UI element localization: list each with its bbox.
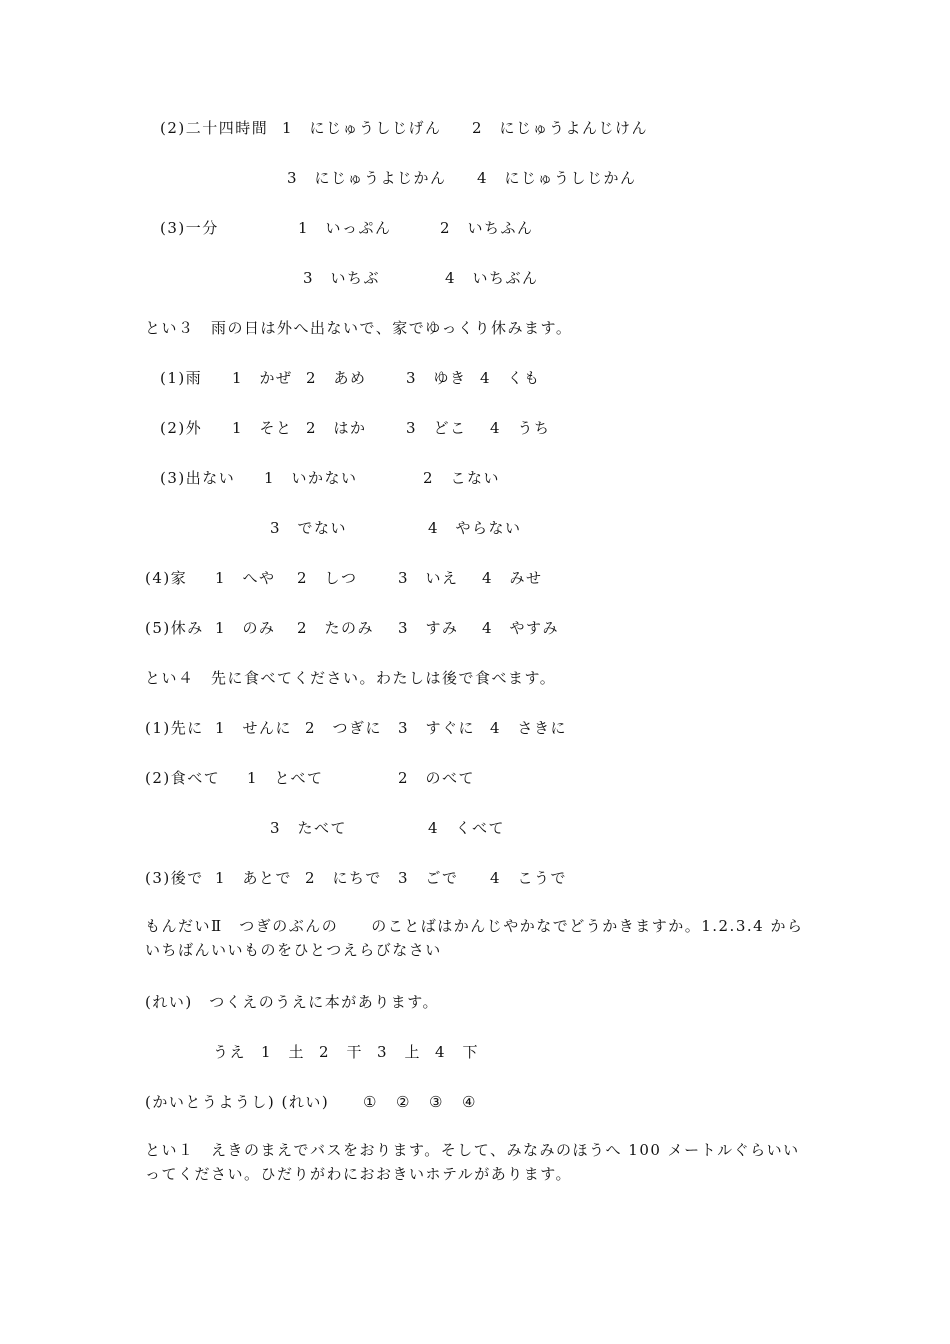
- question-label: (1)雨: [160, 369, 203, 387]
- choice-1: 1 にじゅうしじげん: [282, 119, 442, 137]
- choice-4: 4 やらない: [428, 519, 522, 537]
- choice-3: 3 どこ: [406, 419, 467, 437]
- choice-3: 3 ゆき: [406, 369, 467, 387]
- choice-1: 1 いかない: [264, 469, 358, 487]
- example-text: (れい) つくえのうえに本があります。: [145, 993, 440, 1011]
- choice-1: 1 かぜ: [232, 369, 293, 387]
- choice-4: 4 くも: [480, 369, 541, 387]
- heading-text: とい１ えきのまえでバスをおります。そして、みなみのほうへ 100 メートルぐらいいってください。ひだりがわにおおきいホテルがあります。: [145, 1141, 800, 1183]
- choice-2: 2 干: [319, 1043, 364, 1061]
- choice-2: 2 つぎに: [305, 719, 383, 737]
- question-label: (4)家: [145, 569, 188, 587]
- heading-text: とい４ 先に食べてください。わたしは後で食べます。: [145, 669, 557, 687]
- choice-2: 2 しつ: [297, 569, 358, 587]
- answer-bubble-4: ④: [462, 1093, 477, 1111]
- question-label: (2)二十四時間: [160, 119, 269, 137]
- choice-4: 4 みせ: [482, 569, 543, 587]
- question-label: (1)先に: [145, 719, 204, 737]
- choice-4: 4 うち: [490, 419, 551, 437]
- answer-bubble-1: ①: [363, 1093, 378, 1111]
- choice-3: 3 いちぶ: [303, 269, 381, 287]
- answer-bubble-3: ③: [429, 1093, 444, 1111]
- choice-3: 3 にじゅうよじかん: [287, 169, 447, 187]
- choice-2: 2 のべて: [398, 769, 476, 787]
- choice-4: 4 こうで: [490, 869, 568, 887]
- choice-2: 2 たのみ: [297, 619, 375, 637]
- choice-2: 2 あめ: [306, 369, 367, 387]
- choice-4: 4 くべて: [428, 819, 506, 837]
- question-heading: [145, 1138, 810, 1184]
- choice-3: 3 いえ: [398, 569, 459, 587]
- choice-2: 2 いちふん: [440, 219, 534, 237]
- choice-1: 1 とべて: [247, 769, 324, 787]
- choice-1: 1 土: [261, 1043, 306, 1061]
- question-label: (2)食べて: [145, 769, 221, 787]
- choice-4: 4 やすみ: [482, 619, 560, 637]
- choice-4: 4 さきに: [490, 719, 568, 737]
- choice-1: 1 あとで: [215, 869, 293, 887]
- choice-1: 1 のみ: [215, 619, 276, 637]
- question-label: (5)休み: [145, 619, 204, 637]
- choice-3: 3 でない: [270, 519, 348, 537]
- choice-3: 3 たべて: [270, 819, 348, 837]
- choice-3: 3 ごで: [398, 869, 459, 887]
- heading-text: とい３ 雨の日は外へ出ないで、家でゆっくり休みます。: [145, 319, 573, 337]
- choice-4: 4 いちぶん: [445, 269, 539, 287]
- choice-2: 2 はか: [306, 419, 367, 437]
- choice-1: 1 そと: [232, 419, 293, 437]
- choice-4: 4 にじゅうしじかん: [477, 169, 637, 187]
- answer-sheet-label: (かいとうようし) (れい): [145, 1093, 330, 1111]
- question-label: (2)外: [160, 419, 203, 437]
- question-label: うえ: [213, 1043, 247, 1061]
- question-label: (3)出ない: [160, 469, 236, 487]
- choice-2: 2 こない: [423, 469, 501, 487]
- choice-3: 3 すみ: [398, 619, 459, 637]
- instruction-text: もんだいⅡ つぎのぶんの のことばはかんじやかなでどうかきますか。1.2.3.4 からいちばんいいものをひとつえらびなさい: [145, 917, 804, 959]
- choice-1: 1 いっぷん: [298, 219, 392, 237]
- answer-bubble-2: ②: [396, 1093, 411, 1111]
- choice-4: 4 下: [435, 1043, 480, 1061]
- choice-1: 1 せんに: [215, 719, 293, 737]
- choice-2: 2 にじゅうよんじけん: [472, 119, 649, 137]
- section-instructions: [145, 914, 810, 960]
- choice-2: 2 にちで: [305, 869, 382, 887]
- choice-3: 3 すぐに: [398, 719, 476, 737]
- choice-1: 1 へや: [215, 569, 276, 587]
- question-label: (3)一分: [160, 219, 219, 237]
- question-label: (3)後で: [145, 869, 204, 887]
- choice-3: 3 上: [377, 1043, 422, 1061]
